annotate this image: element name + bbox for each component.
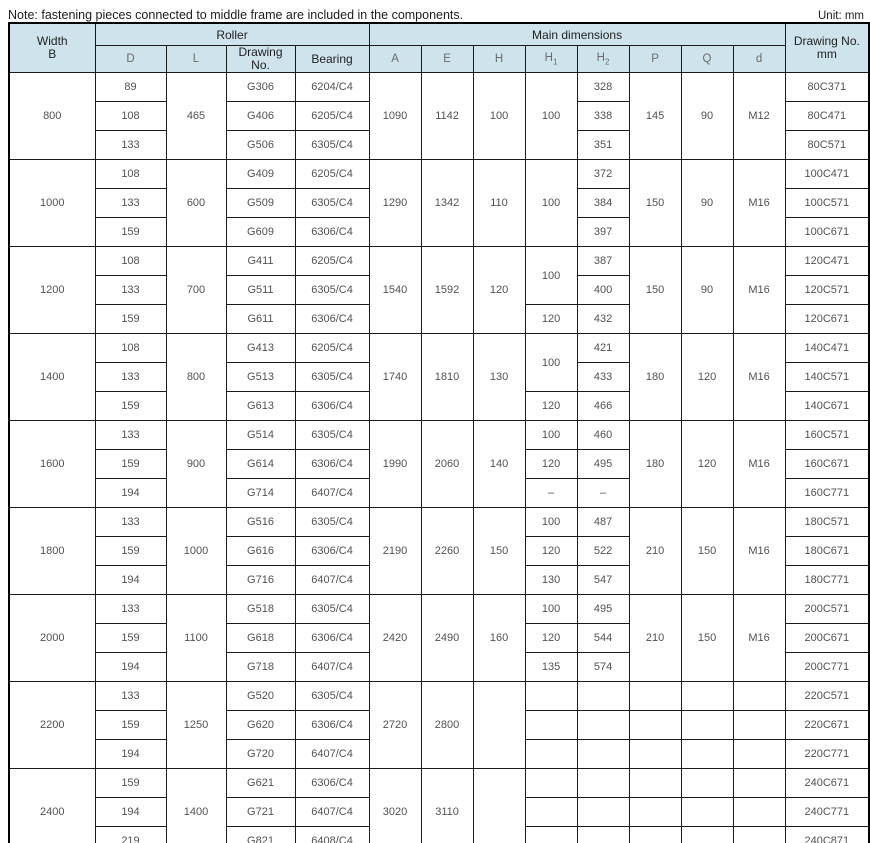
cell-roller-d: 108 bbox=[95, 160, 166, 189]
cell-e: 1810 bbox=[421, 334, 473, 421]
cell-h1-empty bbox=[525, 769, 577, 798]
cell-bearing: 6306/C4 bbox=[295, 218, 369, 247]
cell-width-b: 2000 bbox=[9, 595, 95, 682]
cell-h-empty bbox=[473, 769, 525, 843]
cell-drawing-no: G618 bbox=[226, 624, 295, 653]
cell-e: 2490 bbox=[421, 595, 473, 682]
cell-a: 1290 bbox=[369, 160, 421, 247]
col-header-l: L bbox=[166, 46, 226, 73]
cell-roller-d: 159 bbox=[95, 711, 166, 740]
cell-h2: 328 bbox=[577, 73, 629, 102]
cell-roller-d: 194 bbox=[95, 479, 166, 508]
cell-width-b: 1400 bbox=[9, 334, 95, 421]
col-header-drawing-no bbox=[226, 46, 295, 73]
cell-roller-d: 159 bbox=[95, 537, 166, 566]
cell-roller-d: 133 bbox=[95, 131, 166, 160]
cell-h1: – bbox=[525, 479, 577, 508]
cell-h1: 100 bbox=[525, 334, 577, 392]
cell-p: 210 bbox=[629, 595, 681, 682]
cell-roller-l: 1100 bbox=[166, 595, 226, 682]
cell-roller-l: 700 bbox=[166, 247, 226, 334]
cell-code: 160C771 bbox=[785, 479, 869, 508]
cell-p-empty bbox=[629, 682, 681, 711]
cell-code: 240C871 bbox=[785, 827, 869, 843]
cell-a: 2420 bbox=[369, 595, 421, 682]
cell-drawing-no: G718 bbox=[226, 653, 295, 682]
cell-roller-d: 159 bbox=[95, 450, 166, 479]
cell-bearing: 6407/C4 bbox=[295, 566, 369, 595]
cell-h: 100 bbox=[473, 73, 525, 160]
cell-p: 180 bbox=[629, 421, 681, 508]
cell-bearing: 6306/C4 bbox=[295, 769, 369, 798]
cell-roller-d: 133 bbox=[95, 363, 166, 392]
cell-drawing-no: G413 bbox=[226, 334, 295, 363]
table-row bbox=[9, 247, 869, 276]
cell-h1: 100 bbox=[525, 508, 577, 537]
cell-h2: 547 bbox=[577, 566, 629, 595]
col-header-d: D bbox=[95, 46, 166, 73]
cell-q-empty bbox=[681, 711, 733, 740]
cell-h2: 421 bbox=[577, 334, 629, 363]
table-row bbox=[9, 595, 869, 624]
cell-h1: 120 bbox=[525, 450, 577, 479]
cell-e: 3110 bbox=[421, 769, 473, 843]
cell-q-empty bbox=[681, 769, 733, 798]
cell-h1: 100 bbox=[525, 73, 577, 160]
cell-drawing-no: G406 bbox=[226, 102, 295, 131]
cell-q: 150 bbox=[681, 508, 733, 595]
cell-h1-empty bbox=[525, 740, 577, 769]
cell-h2-empty bbox=[577, 711, 629, 740]
cell-thread-d-empty bbox=[733, 711, 785, 740]
cell-drawing-no: G621 bbox=[226, 769, 295, 798]
cell-drawing-no: G509 bbox=[226, 189, 295, 218]
cell-h2: 397 bbox=[577, 218, 629, 247]
cell-e: 1592 bbox=[421, 247, 473, 334]
cell-p: 180 bbox=[629, 334, 681, 421]
col-header-a: A bbox=[369, 46, 421, 73]
cell-code: 160C571 bbox=[785, 421, 869, 450]
cell-h2-empty bbox=[577, 740, 629, 769]
top-bar bbox=[8, 0, 868, 22]
cell-bearing: 6306/C4 bbox=[295, 537, 369, 566]
cell-bearing: 6407/C4 bbox=[295, 653, 369, 682]
table-row bbox=[9, 334, 869, 363]
cell-roller-d: 194 bbox=[95, 798, 166, 827]
cell-thread-d: M16 bbox=[733, 247, 785, 334]
cell-code: 120C471 bbox=[785, 247, 869, 276]
cell-h2: 384 bbox=[577, 189, 629, 218]
h1-base: H bbox=[544, 51, 553, 64]
cell-bearing: 6408/C4 bbox=[295, 827, 369, 843]
cell-h2: 495 bbox=[577, 450, 629, 479]
cell-h2: 338 bbox=[577, 102, 629, 131]
cell-h1-empty bbox=[525, 827, 577, 843]
col-group-main-dimensions: Main dimensions bbox=[369, 23, 785, 46]
cell-h1: 100 bbox=[525, 421, 577, 450]
cell-p-empty bbox=[629, 711, 681, 740]
cell-q: 120 bbox=[681, 334, 733, 421]
h2-subscript: 2 bbox=[604, 57, 610, 67]
cell-code: 200C671 bbox=[785, 624, 869, 653]
dimension-spec-table bbox=[8, 22, 870, 843]
cell-h: 150 bbox=[473, 508, 525, 595]
cell-drawing-no: G716 bbox=[226, 566, 295, 595]
cell-roller-d: 133 bbox=[95, 421, 166, 450]
cell-bearing: 6306/C4 bbox=[295, 711, 369, 740]
cell-h2-empty bbox=[577, 682, 629, 711]
cell-h1-empty bbox=[525, 682, 577, 711]
cell-code: 160C671 bbox=[785, 450, 869, 479]
cell-roller-d: 219 bbox=[95, 827, 166, 843]
cell-code: 220C671 bbox=[785, 711, 869, 740]
cell-h2-empty bbox=[577, 827, 629, 843]
cell-width-b: 1000 bbox=[9, 160, 95, 247]
cell-drawing-no: G611 bbox=[226, 305, 295, 334]
cell-drawing-no: G720 bbox=[226, 740, 295, 769]
table-row bbox=[9, 73, 869, 102]
unit-label: Unit: mm bbox=[818, 10, 864, 22]
cell-h1-empty bbox=[525, 711, 577, 740]
cell-p-empty bbox=[629, 827, 681, 843]
cell-bearing: 6407/C4 bbox=[295, 740, 369, 769]
cell-code: 140C671 bbox=[785, 392, 869, 421]
cell-bearing: 6306/C4 bbox=[295, 624, 369, 653]
cell-drawing-no: G721 bbox=[226, 798, 295, 827]
cell-drawing-no: G714 bbox=[226, 479, 295, 508]
cell-h: 130 bbox=[473, 334, 525, 421]
cell-drawing-no: G306 bbox=[226, 73, 295, 102]
cell-a: 1740 bbox=[369, 334, 421, 421]
cell-p: 150 bbox=[629, 247, 681, 334]
cell-h2: 466 bbox=[577, 392, 629, 421]
h1-subscript: 1 bbox=[552, 57, 558, 67]
cell-h2-empty bbox=[577, 769, 629, 798]
cell-roller-l: 800 bbox=[166, 334, 226, 421]
cell-bearing: 6205/C4 bbox=[295, 334, 369, 363]
cell-p-empty bbox=[629, 798, 681, 827]
cell-code: 120C571 bbox=[785, 276, 869, 305]
cell-bearing: 6205/C4 bbox=[295, 102, 369, 131]
cell-code: 200C771 bbox=[785, 653, 869, 682]
cell-h1: 100 bbox=[525, 247, 577, 305]
cell-roller-l: 600 bbox=[166, 160, 226, 247]
col-header-h1 bbox=[525, 46, 577, 73]
cell-bearing: 6205/C4 bbox=[295, 160, 369, 189]
cell-bearing: 6305/C4 bbox=[295, 276, 369, 305]
cell-thread-d: M12 bbox=[733, 73, 785, 160]
drawing-label-line2: No. bbox=[251, 58, 270, 72]
cell-h2: 574 bbox=[577, 653, 629, 682]
cell-p: 145 bbox=[629, 73, 681, 160]
cell-width-b: 2200 bbox=[9, 682, 95, 769]
cell-roller-d: 159 bbox=[95, 769, 166, 798]
cell-code: 240C671 bbox=[785, 769, 869, 798]
cell-p-empty bbox=[629, 740, 681, 769]
cell-drawing-no: G613 bbox=[226, 392, 295, 421]
cell-bearing: 6305/C4 bbox=[295, 363, 369, 392]
cell-h2: 522 bbox=[577, 537, 629, 566]
col-header-thread-d: d bbox=[733, 46, 785, 73]
cell-q-empty bbox=[681, 798, 733, 827]
col-header-e: E bbox=[421, 46, 473, 73]
cell-q-empty bbox=[681, 827, 733, 843]
cell-roller-d: 159 bbox=[95, 305, 166, 334]
cell-roller-d: 159 bbox=[95, 624, 166, 653]
cell-roller-d: 133 bbox=[95, 508, 166, 537]
cell-roller-d: 194 bbox=[95, 566, 166, 595]
cell-roller-d: 133 bbox=[95, 276, 166, 305]
cell-bearing: 6306/C4 bbox=[295, 305, 369, 334]
cell-h2: 432 bbox=[577, 305, 629, 334]
cell-h2: 544 bbox=[577, 624, 629, 653]
cell-thread-d: M16 bbox=[733, 595, 785, 682]
header-row-subcolumns bbox=[9, 46, 869, 73]
cell-width-b: 2400 bbox=[9, 769, 95, 843]
cell-q: 90 bbox=[681, 73, 733, 160]
cell-roller-d: 89 bbox=[95, 73, 166, 102]
table-row bbox=[9, 769, 869, 798]
cell-q-empty bbox=[681, 682, 733, 711]
width-label-line1: Width bbox=[36, 34, 68, 48]
cell-roller-d: 108 bbox=[95, 247, 166, 276]
cell-bearing: 6305/C4 bbox=[295, 421, 369, 450]
cell-h: 160 bbox=[473, 595, 525, 682]
col-header-bearing: Bearing bbox=[295, 46, 369, 73]
cell-h1: 135 bbox=[525, 653, 577, 682]
cell-h1: 120 bbox=[525, 392, 577, 421]
cell-drawing-no: G409 bbox=[226, 160, 295, 189]
cell-q: 150 bbox=[681, 595, 733, 682]
cell-thread-d-empty bbox=[733, 827, 785, 843]
drawing-label-line1: Drawing bbox=[238, 45, 283, 59]
cell-q: 120 bbox=[681, 421, 733, 508]
cell-code: 180C771 bbox=[785, 566, 869, 595]
cell-code: 100C571 bbox=[785, 189, 869, 218]
cell-p: 210 bbox=[629, 508, 681, 595]
cell-h1: 120 bbox=[525, 305, 577, 334]
cell-a: 3020 bbox=[369, 769, 421, 843]
cell-code: 80C471 bbox=[785, 102, 869, 131]
table-row bbox=[9, 508, 869, 537]
cell-h: 110 bbox=[473, 160, 525, 247]
cell-bearing: 6305/C4 bbox=[295, 131, 369, 160]
cell-h: 120 bbox=[473, 247, 525, 334]
cell-q: 90 bbox=[681, 247, 733, 334]
cell-q-empty bbox=[681, 740, 733, 769]
cell-q: 90 bbox=[681, 160, 733, 247]
cell-drawing-no: G411 bbox=[226, 247, 295, 276]
cell-drawing-no: G616 bbox=[226, 537, 295, 566]
cell-thread-d: M16 bbox=[733, 160, 785, 247]
cell-e: 2800 bbox=[421, 682, 473, 769]
cell-p-empty bbox=[629, 769, 681, 798]
cell-thread-d: M16 bbox=[733, 421, 785, 508]
cell-roller-d: 108 bbox=[95, 334, 166, 363]
cell-code: 180C671 bbox=[785, 537, 869, 566]
cell-a: 2190 bbox=[369, 508, 421, 595]
cell-thread-d: M16 bbox=[733, 508, 785, 595]
cell-e: 2060 bbox=[421, 421, 473, 508]
header-row-groups bbox=[9, 23, 869, 46]
cell-drawing-no: G614 bbox=[226, 450, 295, 479]
cell-bearing: 6305/C4 bbox=[295, 508, 369, 537]
cell-code: 220C571 bbox=[785, 682, 869, 711]
cell-drawing-no: G821 bbox=[226, 827, 295, 843]
cell-code: 140C471 bbox=[785, 334, 869, 363]
cell-code: 80C371 bbox=[785, 73, 869, 102]
table-row bbox=[9, 160, 869, 189]
cell-drawing-no: G514 bbox=[226, 421, 295, 450]
cell-roller-d: 159 bbox=[95, 218, 166, 247]
cell-a: 1540 bbox=[369, 247, 421, 334]
cell-a: 1990 bbox=[369, 421, 421, 508]
cell-roller-d: 108 bbox=[95, 102, 166, 131]
col-header-q: Q bbox=[681, 46, 733, 73]
cell-code: 220C771 bbox=[785, 740, 869, 769]
cell-bearing: 6407/C4 bbox=[295, 798, 369, 827]
col-header-width-b bbox=[9, 23, 95, 73]
cell-code: 200C571 bbox=[785, 595, 869, 624]
drawing-no-label-line2: mm bbox=[816, 47, 837, 61]
cell-a: 1090 bbox=[369, 73, 421, 160]
cell-h1: 100 bbox=[525, 595, 577, 624]
cell-h2: – bbox=[577, 479, 629, 508]
cell-e: 1142 bbox=[421, 73, 473, 160]
cell-code: 240C771 bbox=[785, 798, 869, 827]
cell-thread-d-empty bbox=[733, 682, 785, 711]
cell-drawing-no: G520 bbox=[226, 682, 295, 711]
cell-e: 1342 bbox=[421, 160, 473, 247]
cell-roller-d: 194 bbox=[95, 740, 166, 769]
cell-roller-d: 133 bbox=[95, 189, 166, 218]
h2-base: H bbox=[596, 51, 605, 64]
cell-thread-d-empty bbox=[733, 798, 785, 827]
cell-width-b: 1800 bbox=[9, 508, 95, 595]
cell-h2: 460 bbox=[577, 421, 629, 450]
cell-bearing: 6407/C4 bbox=[295, 479, 369, 508]
cell-bearing: 6305/C4 bbox=[295, 189, 369, 218]
cell-bearing: 6305/C4 bbox=[295, 595, 369, 624]
col-header-drawing-no-mm bbox=[785, 23, 869, 73]
cell-width-b: 1600 bbox=[9, 421, 95, 508]
cell-bearing: 6205/C4 bbox=[295, 247, 369, 276]
cell-h1: 100 bbox=[525, 160, 577, 247]
cell-roller-d: 133 bbox=[95, 682, 166, 711]
cell-roller-l: 1250 bbox=[166, 682, 226, 769]
cell-a: 2720 bbox=[369, 682, 421, 769]
cell-h2: 433 bbox=[577, 363, 629, 392]
cell-drawing-no: G511 bbox=[226, 276, 295, 305]
cell-h2: 351 bbox=[577, 131, 629, 160]
cell-h2: 372 bbox=[577, 160, 629, 189]
cell-drawing-no: G620 bbox=[226, 711, 295, 740]
cell-bearing: 6204/C4 bbox=[295, 73, 369, 102]
cell-code: 80C571 bbox=[785, 131, 869, 160]
cell-h2-empty bbox=[577, 798, 629, 827]
cell-code: 140C571 bbox=[785, 363, 869, 392]
cell-thread-d-empty bbox=[733, 769, 785, 798]
cell-h1: 120 bbox=[525, 624, 577, 653]
cell-roller-l: 465 bbox=[166, 73, 226, 160]
cell-roller-d: 194 bbox=[95, 653, 166, 682]
cell-code: 120C671 bbox=[785, 305, 869, 334]
cell-h2: 387 bbox=[577, 247, 629, 276]
cell-roller-l: 900 bbox=[166, 421, 226, 508]
cell-drawing-no: G518 bbox=[226, 595, 295, 624]
cell-drawing-no: G609 bbox=[226, 218, 295, 247]
cell-roller-l: 1400 bbox=[166, 769, 226, 843]
cell-h2: 487 bbox=[577, 508, 629, 537]
cell-h1: 130 bbox=[525, 566, 577, 595]
cell-roller-d: 133 bbox=[95, 595, 166, 624]
col-group-roller: Roller bbox=[95, 23, 369, 46]
cell-roller-l: 1000 bbox=[166, 508, 226, 595]
cell-e: 2260 bbox=[421, 508, 473, 595]
cell-code: 100C471 bbox=[785, 160, 869, 189]
cell-h1-empty bbox=[525, 798, 577, 827]
col-header-h2 bbox=[577, 46, 629, 73]
cell-code: 180C571 bbox=[785, 508, 869, 537]
width-label-line2: B bbox=[48, 47, 57, 61]
col-header-p: P bbox=[629, 46, 681, 73]
cell-h: 140 bbox=[473, 421, 525, 508]
cell-bearing: 6306/C4 bbox=[295, 392, 369, 421]
cell-width-b: 800 bbox=[9, 73, 95, 160]
cell-drawing-no: G516 bbox=[226, 508, 295, 537]
cell-thread-d: M16 bbox=[733, 334, 785, 421]
drawing-no-label-line1: Drawing No. bbox=[793, 34, 860, 48]
cell-code: 100C671 bbox=[785, 218, 869, 247]
col-header-h: H bbox=[473, 46, 525, 73]
cell-thread-d-empty bbox=[733, 740, 785, 769]
cell-p: 150 bbox=[629, 160, 681, 247]
cell-h2: 495 bbox=[577, 595, 629, 624]
cell-h2: 400 bbox=[577, 276, 629, 305]
cell-bearing: 6306/C4 bbox=[295, 450, 369, 479]
cell-drawing-no: G513 bbox=[226, 363, 295, 392]
cell-drawing-no: G506 bbox=[226, 131, 295, 160]
table-row bbox=[9, 421, 869, 450]
table-row bbox=[9, 682, 869, 711]
cell-width-b: 1200 bbox=[9, 247, 95, 334]
cell-bearing: 6305/C4 bbox=[295, 682, 369, 711]
cell-h-empty bbox=[473, 682, 525, 769]
cell-h1: 120 bbox=[525, 537, 577, 566]
cell-roller-d: 159 bbox=[95, 392, 166, 421]
note-text: Note: fastening pieces connected to middle frame are included in the components. bbox=[8, 8, 464, 22]
